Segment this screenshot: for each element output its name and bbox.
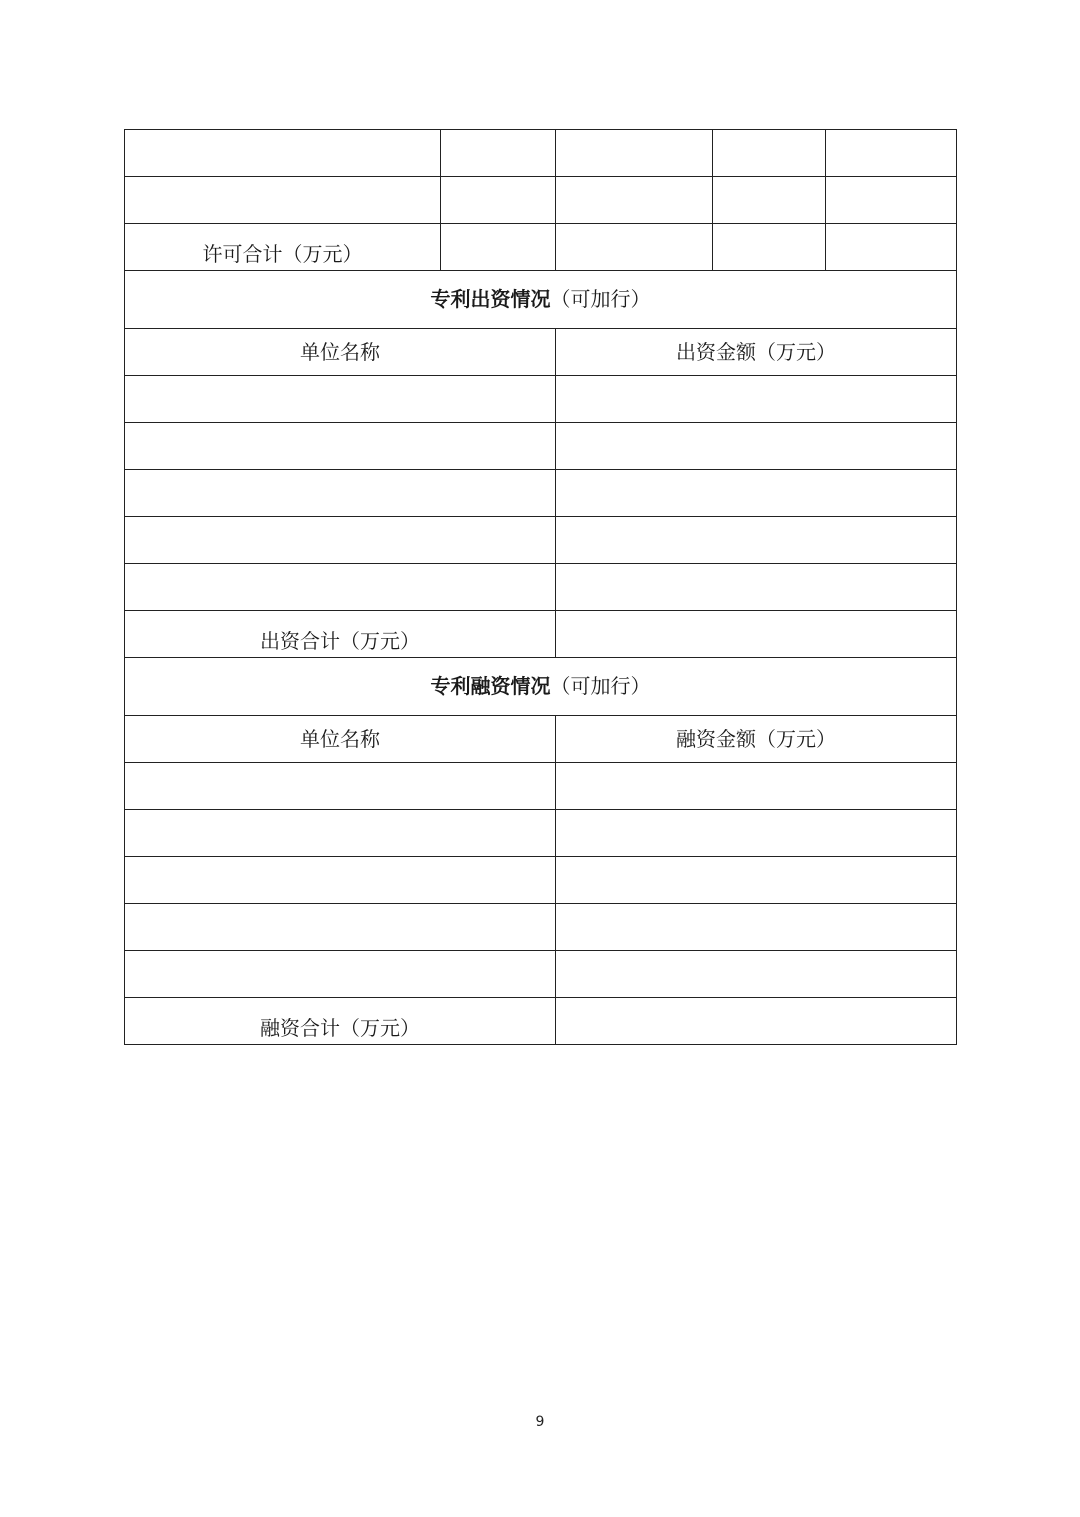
table-cell[interactable] [556,951,957,998]
table-cell[interactable] [713,224,826,271]
financing-total-row [125,998,957,1045]
table-cell[interactable] [556,998,957,1045]
table-cell[interactable] [556,130,713,177]
table-cell[interactable] [556,564,957,611]
investment-col-unit: 单位名称 [125,329,556,376]
investment-section-header [125,271,957,329]
table-cell[interactable] [556,611,957,658]
table-cell[interactable] [826,177,957,224]
table-cell[interactable] [441,177,556,224]
patent-form-table [124,129,957,1045]
table-cell[interactable] [826,130,957,177]
investment-total-label: 出资合计（万元） [125,611,556,658]
table-cell[interactable] [441,224,556,271]
financing-column-header-row [125,716,957,763]
page-number: 9 [535,1414,545,1430]
table-cell[interactable] [556,470,957,517]
financing-title-note: （可加行） [550,673,651,698]
table-cell[interactable] [125,904,556,951]
financing-col-unit: 单位名称 [125,716,556,763]
financing-row [125,857,957,904]
table-cell[interactable] [125,810,556,857]
financing-section-header [125,658,957,716]
license-row [125,130,957,177]
financing-col-amount: 融资金额（万元） [556,716,957,763]
investment-row [125,517,957,564]
table-cell[interactable] [713,130,826,177]
table-cell[interactable] [125,423,556,470]
table-cell[interactable] [125,177,441,224]
financing-total-label: 融资合计（万元） [125,998,556,1045]
table-cell[interactable] [441,130,556,177]
table-cell[interactable] [125,130,441,177]
table-cell[interactable] [556,904,957,951]
investment-row [125,423,957,470]
table-cell[interactable] [556,857,957,904]
financing-row [125,763,957,810]
table-cell[interactable] [125,517,556,564]
table-cell[interactable] [826,224,957,271]
investment-total-row [125,611,957,658]
table-cell[interactable] [556,763,957,810]
financing-title-bold: 专利融资情况 [430,673,551,698]
license-row [125,177,957,224]
table-cell[interactable] [125,763,556,810]
table-cell[interactable] [125,376,556,423]
license-total-label: 许可合计（万元） [125,224,441,271]
investment-title-bold: 专利出资情况 [430,286,551,311]
table-cell[interactable] [556,423,957,470]
table-cell[interactable] [556,810,957,857]
financing-row [125,904,957,951]
financing-section-title [125,658,957,716]
table-cell[interactable] [125,470,556,517]
investment-row [125,376,957,423]
investment-section-title [125,271,957,329]
table-cell[interactable] [713,177,826,224]
license-total-row [125,224,957,271]
investment-title-note: （可加行） [550,286,651,311]
table-cell[interactable] [125,564,556,611]
table-cell[interactable] [125,857,556,904]
financing-row [125,951,957,998]
table-cell[interactable] [556,517,957,564]
investment-row [125,470,957,517]
table-cell[interactable] [125,951,556,998]
table-cell[interactable] [556,177,713,224]
investment-column-header-row [125,329,957,376]
investment-row [125,564,957,611]
table-cell[interactable] [556,224,713,271]
financing-row [125,810,957,857]
investment-col-amount: 出资金额（万元） [556,329,957,376]
table-cell[interactable] [556,376,957,423]
